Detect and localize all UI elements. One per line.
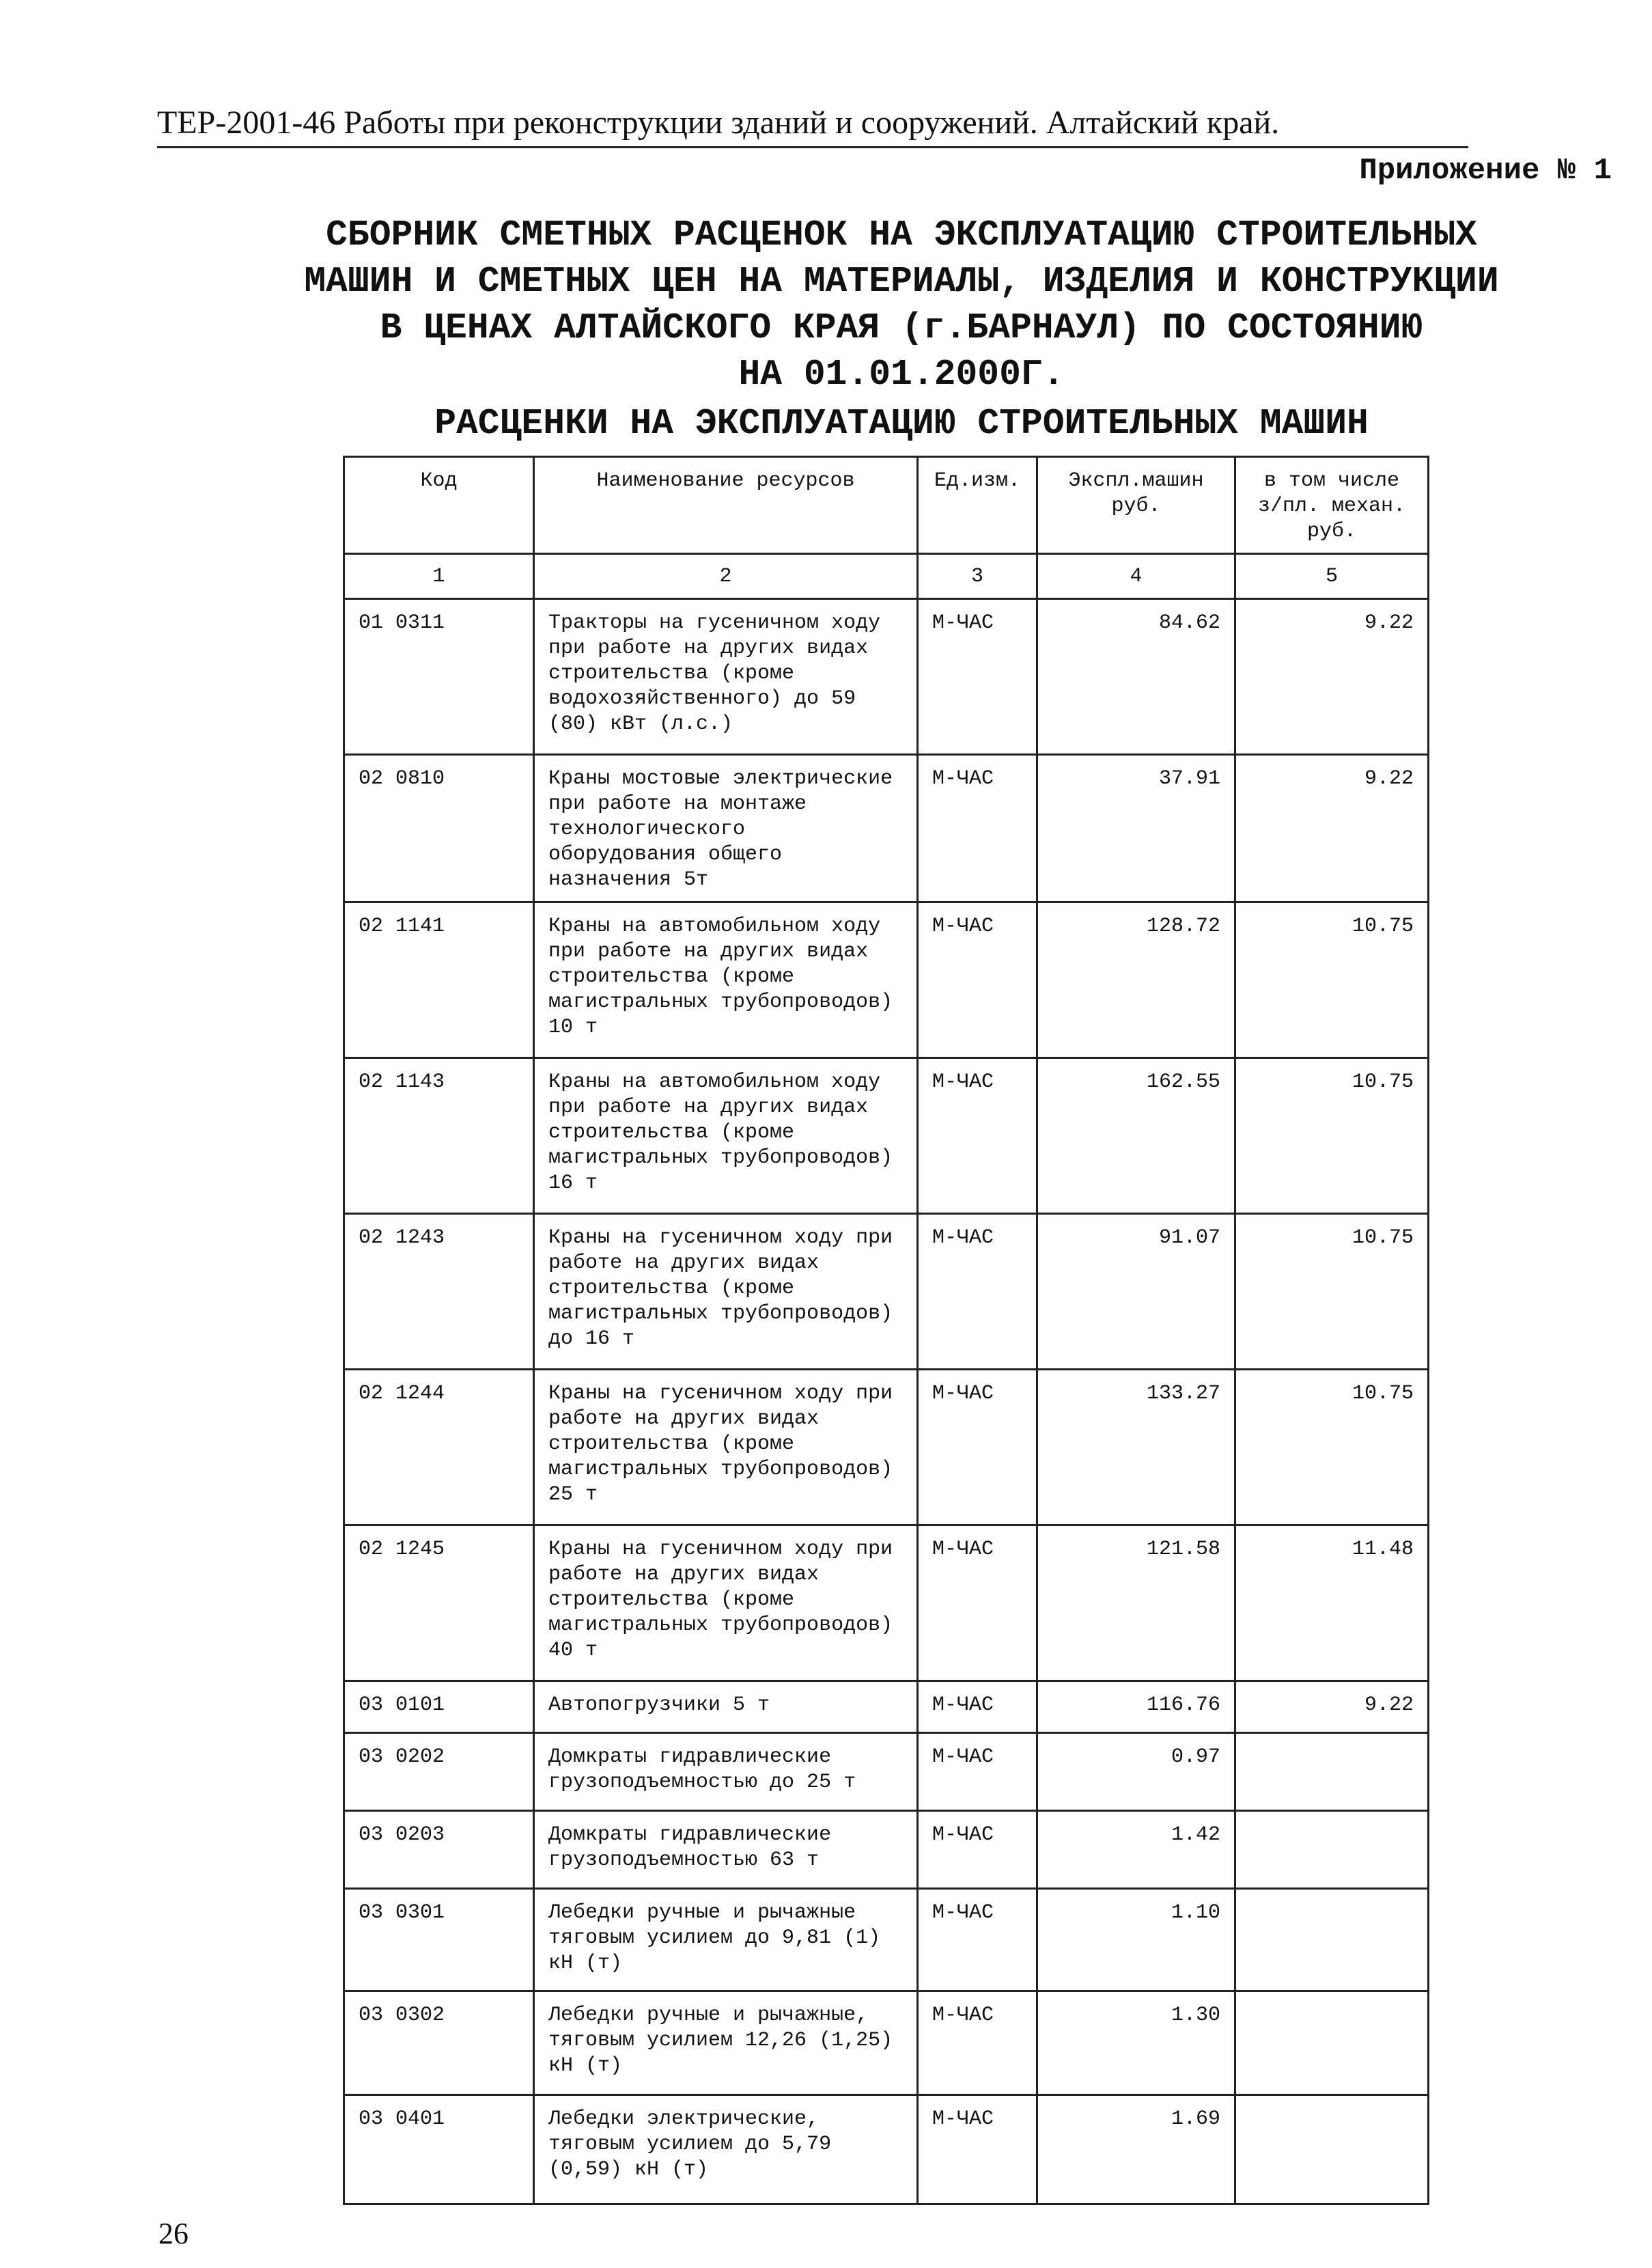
cell-code: 03 0203: [344, 1811, 534, 1889]
cell-name: Лебедки электрические, тяговым усилием до 5,79 (0,59) кН (т): [534, 2095, 918, 2204]
table-row: [344, 1525, 1429, 1681]
cell-cost: 116.76: [1037, 1681, 1235, 1733]
cell-unit: М-ЧАС: [918, 1370, 1037, 1525]
column-number: 3: [918, 554, 1037, 599]
cell-cost: 1.42: [1037, 1811, 1235, 1889]
cell-name: Краны мостовые электрические при работе на монтаже технологического оборудования общего назначения 5т: [534, 755, 918, 902]
header-code: Код: [344, 457, 534, 554]
cell-wage: 9.22: [1235, 1681, 1429, 1733]
cell-unit: М-ЧАС: [918, 755, 1037, 902]
table-row: [344, 1058, 1429, 1214]
cell-wage: [1235, 1733, 1429, 1811]
cell-cost: 1.10: [1037, 1889, 1235, 1991]
cell-unit: М-ЧАС: [918, 1889, 1037, 1991]
table-row: [344, 755, 1429, 902]
cell-wage: [1235, 1889, 1429, 1991]
page-number: 26: [158, 2217, 188, 2250]
table-row: [344, 902, 1429, 1058]
cell-cost: 162.55: [1037, 1058, 1235, 1214]
cell-code: 02 1243: [344, 1214, 534, 1370]
cell-cost: 1.69: [1037, 2095, 1235, 2204]
column-number: 4: [1037, 554, 1235, 599]
column-number: 1: [344, 554, 534, 599]
cell-code: 02 1141: [344, 902, 534, 1058]
table-row: [344, 1811, 1429, 1889]
title-line: СБОРНИК СМЕТНЫХ РАСЦЕНОК НА ЭКСПЛУАТАЦИЮ СТРОИТЕЛЬНЫХ: [326, 215, 1477, 255]
table-row: [344, 1214, 1429, 1370]
table-row: [344, 1991, 1429, 2095]
cell-unit: М-ЧАС: [918, 1525, 1037, 1681]
cell-cost: 0.97: [1037, 1733, 1235, 1811]
cell-wage: 9.22: [1235, 755, 1429, 902]
table-row: [344, 1681, 1429, 1733]
cell-cost: 37.91: [1037, 755, 1235, 902]
title-line: МАШИН И СМЕТНЫХ ЦЕН НА МАТЕРИАЛЫ, ИЗДЕЛИЯ И КОНСТРУКЦИИ: [304, 261, 1499, 302]
header-name: Наименование ресурсов: [534, 457, 918, 554]
table-row: [344, 599, 1429, 755]
cell-cost: 91.07: [1037, 1214, 1235, 1370]
cell-name: Краны на гусеничном ходу при работе на других видах строительства (кроме магистральных трубопроводов) до 16 т: [534, 1214, 918, 1370]
table-row: [344, 1733, 1429, 1811]
cell-code: 02 1245: [344, 1525, 534, 1681]
cell-cost: 1.30: [1037, 1991, 1235, 2095]
table-row: [344, 1889, 1429, 1991]
table-row: [344, 1370, 1429, 1525]
table-header-row: [344, 457, 1429, 554]
cell-code: 03 0302: [344, 1991, 534, 2095]
column-number: 2: [534, 554, 918, 599]
cell-name: Автопогрузчики 5 т: [534, 1681, 918, 1733]
cell-name: Краны на автомобильном ходу при работе на других видах строительства (кроме магистральных трубопроводов) 10 т: [534, 902, 918, 1058]
cell-cost: 128.72: [1037, 902, 1235, 1058]
cell-unit: М-ЧАС: [918, 1811, 1037, 1889]
cell-wage: 10.75: [1235, 1370, 1429, 1525]
cell-code: 03 0202: [344, 1733, 534, 1811]
header-unit: Ед.изм.: [918, 457, 1037, 554]
cell-code: 03 0301: [344, 1889, 534, 1991]
section-subtitle: РАСЦЕНКИ НА ЭКСПЛУАТАЦИЮ СТРОИТЕЛЬНЫХ МАШИН: [434, 403, 1369, 444]
cell-wage: 11.48: [1235, 1525, 1429, 1681]
cell-unit: М-ЧАС: [918, 2095, 1037, 2204]
column-number: 5: [1235, 554, 1429, 599]
cell-name: Краны на гусеничном ходу при работе на других видах строительства (кроме магистральных трубопроводов) 25 т: [534, 1370, 918, 1525]
cell-name: Тракторы на гусеничном ходу при работе на других видах строительства (кроме водохозяйственного) до 59 (80) кВт (л.с.): [534, 599, 918, 755]
column-number-row: [344, 554, 1429, 599]
cell-code: 02 0810: [344, 755, 534, 902]
cell-unit: М-ЧАС: [918, 1681, 1037, 1733]
header-cost: Экспл.машин руб.: [1037, 457, 1235, 554]
cell-wage: [1235, 1991, 1429, 2095]
cell-wage: [1235, 2095, 1429, 2204]
cell-code: 02 1244: [344, 1370, 534, 1525]
header-wage: в том числе з/пл. механ. руб.: [1235, 457, 1429, 554]
cell-unit: М-ЧАС: [918, 1058, 1037, 1214]
cell-name: Краны на гусеничном ходу при работе на других видах строительства (кроме магистральных трубопроводов) 40 т: [534, 1525, 918, 1681]
cell-unit: М-ЧАС: [918, 1991, 1037, 2095]
appendix-label: Приложение № 1: [1359, 154, 1612, 188]
cell-name: Домкраты гидравлические грузоподъемностью до 25 т: [534, 1733, 918, 1811]
cell-wage: [1235, 1811, 1429, 1889]
cell-name: Краны на автомобильном ходу при работе на других видах строительства (кроме магистральных трубопроводов) 16 т: [534, 1058, 918, 1214]
cell-code: 02 1143: [344, 1058, 534, 1214]
cell-wage: 10.75: [1235, 902, 1429, 1058]
title-line: НА 01.01.2000Г.: [738, 354, 1065, 395]
title-line: В ЦЕНАХ АЛТАЙСКОГО КРАЯ (г.БАРНАУЛ) ПО СОСТОЯНИЮ: [380, 307, 1423, 348]
cell-cost: 133.27: [1037, 1370, 1235, 1525]
cell-unit: М-ЧАС: [918, 902, 1037, 1058]
running-title: ТЕР-2001-46 Работы при реконструкции зданий и сооружений. Алтайский край.: [157, 102, 1468, 148]
cell-name: Лебедки ручные и рычажные тяговым усилием до 9,81 (1) кН (т): [534, 1889, 918, 1991]
cell-name: Домкраты гидравлические грузоподъемностью 63 т: [534, 1811, 918, 1889]
cell-cost: 121.58: [1037, 1525, 1235, 1681]
cell-code: 01 0311: [344, 599, 534, 755]
cell-unit: М-ЧАС: [918, 1214, 1037, 1370]
cell-unit: М-ЧАС: [918, 599, 1037, 755]
document-title: [178, 212, 1625, 447]
cell-code: 03 0101: [344, 1681, 534, 1733]
table-row: [344, 2095, 1429, 2204]
cell-wage: 9.22: [1235, 599, 1429, 755]
cell-unit: М-ЧАС: [918, 1733, 1037, 1811]
cell-code: 03 0401: [344, 2095, 534, 2204]
cell-name: Лебедки ручные и рычажные, тяговым усилием 12,26 (1,25) кН (т): [534, 1991, 918, 2095]
cell-wage: 10.75: [1235, 1058, 1429, 1214]
cell-cost: 84.62: [1037, 599, 1235, 755]
cell-wage: 10.75: [1235, 1214, 1429, 1370]
rates-table: [343, 456, 1429, 2205]
